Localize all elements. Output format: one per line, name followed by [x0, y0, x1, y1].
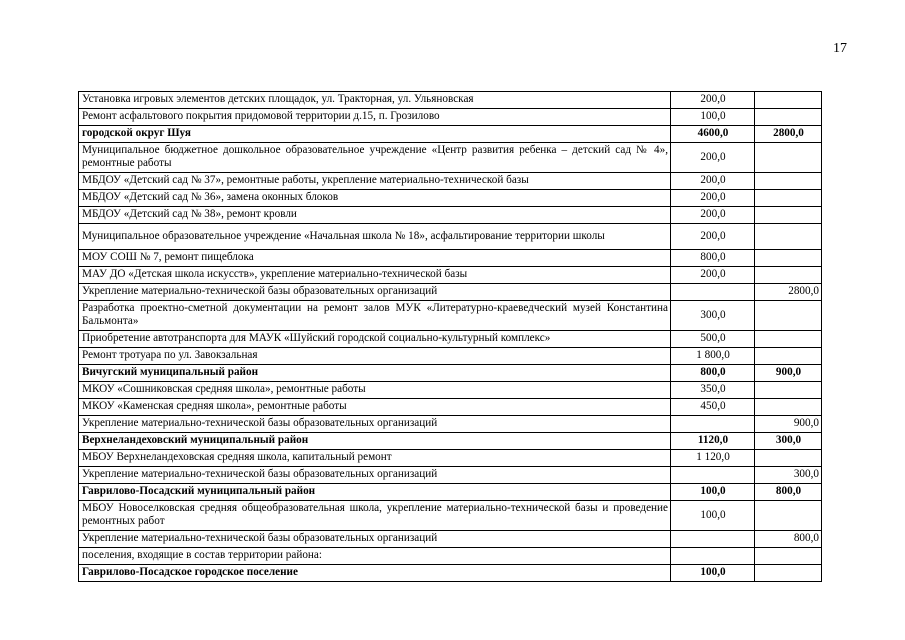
row-amount-2020: 2800,0 — [755, 284, 822, 301]
row-amount-2019: 1120,0 — [671, 433, 755, 450]
row-amount-2019 — [671, 467, 755, 484]
row-amount-2019 — [671, 284, 755, 301]
row-description: Ремонт тротуара по ул. Завокзальная — [79, 348, 671, 365]
table-row — [79, 250, 822, 267]
row-amount-2019: 1 120,0 — [671, 450, 755, 467]
row-description: Муниципальное бюджетное дошкольное образовательное учреждение «Центр развития ребенка – детский сад № 4», ремонтные работы — [79, 143, 671, 173]
row-amount-2020: 300,0 — [755, 467, 822, 484]
table-row — [79, 382, 822, 399]
row-amount-2020 — [755, 382, 822, 399]
row-amount-2019 — [671, 548, 755, 565]
table-row — [79, 224, 822, 250]
row-description: МБДОУ «Детский сад № 37», ремонтные работы, укрепление материально-технической базы — [79, 173, 671, 190]
row-amount-2020 — [755, 331, 822, 348]
row-description: Приобретение автотранспорта для МАУК «Шуйский городской социально-культурный комплекс» — [79, 331, 671, 348]
row-amount-2020: 900,0 — [755, 365, 822, 382]
table-row — [79, 143, 822, 173]
table-row — [79, 301, 822, 331]
row-amount-2020: 300,0 — [755, 433, 822, 450]
table-row — [79, 331, 822, 348]
row-amount-2020 — [755, 450, 822, 467]
row-amount-2019: 100,0 — [671, 484, 755, 501]
budget-table — [78, 91, 822, 582]
row-amount-2019: 100,0 — [671, 565, 755, 582]
row-description: МБДОУ «Детский сад № 36», замена оконных блоков — [79, 190, 671, 207]
row-amount-2020 — [755, 399, 822, 416]
row-amount-2020 — [755, 207, 822, 224]
row-description: Ремонт асфальтового покрытия придомовой территории д.15, п. Грозилово — [79, 109, 671, 126]
row-amount-2019: 100,0 — [671, 109, 755, 126]
row-description: городской округ Шуя — [79, 126, 671, 143]
table-row — [79, 548, 822, 565]
row-description: МБДОУ «Детский сад № 38», ремонт кровли — [79, 207, 671, 224]
table-row — [79, 173, 822, 190]
row-amount-2019: 4600,0 — [671, 126, 755, 143]
row-amount-2019: 200,0 — [671, 92, 755, 109]
row-amount-2020 — [755, 173, 822, 190]
page-number: 17 — [833, 41, 847, 56]
row-amount-2020: 900,0 — [755, 416, 822, 433]
row-amount-2019: 200,0 — [671, 267, 755, 284]
row-description: МБОУ Новоселковская средняя общеобразовательная школа, укрепление материально-технической базы и проведение ремонтных работ — [79, 501, 671, 531]
table-row — [79, 501, 822, 531]
row-amount-2020 — [755, 501, 822, 531]
row-description: Укрепление материально-технической базы образовательных организаций — [79, 467, 671, 484]
row-description: Укрепление материально-технической базы образовательных организаций — [79, 416, 671, 433]
row-amount-2020: 800,0 — [755, 531, 822, 548]
table-row-section — [79, 365, 822, 382]
row-amount-2019: 800,0 — [671, 250, 755, 267]
row-amount-2020 — [755, 301, 822, 331]
table-row — [79, 416, 822, 433]
table-row — [79, 348, 822, 365]
row-description: МБОУ Верхнеландеховская средняя школа, капитальный ремонт — [79, 450, 671, 467]
table-row-section — [79, 565, 822, 582]
table-row — [79, 92, 822, 109]
table-row-section — [79, 433, 822, 450]
row-description: Муниципальное образовательное учреждение «Начальная школа № 18», асфальтирование территории школы — [79, 224, 671, 250]
table-row — [79, 267, 822, 284]
row-amount-2019: 200,0 — [671, 190, 755, 207]
row-amount-2019: 200,0 — [671, 224, 755, 250]
table-row — [79, 399, 822, 416]
table-row — [79, 467, 822, 484]
table-row — [79, 531, 822, 548]
table-row — [79, 190, 822, 207]
table-row — [79, 284, 822, 301]
row-description: Разработка проектно-сметной документации на ремонт залов МУК «Литературно-краеведческий музей Константина Бальмонта» — [79, 301, 671, 331]
row-amount-2020 — [755, 250, 822, 267]
row-amount-2019: 200,0 — [671, 143, 755, 173]
row-description: Гаврилово-Посадское городское поселение — [79, 565, 671, 582]
row-description: поселения, входящие в состав территории района: — [79, 548, 671, 565]
row-description: Укрепление материально-технической базы образовательных организаций — [79, 284, 671, 301]
row-description: МКОУ «Каменская средняя школа», ремонтные работы — [79, 399, 671, 416]
row-description: Укрепление материально-технической базы образовательных организаций — [79, 531, 671, 548]
row-description: Вичугский муниципальный район — [79, 365, 671, 382]
row-amount-2019: 200,0 — [671, 173, 755, 190]
row-description: Верхнеландеховский муниципальный район — [79, 433, 671, 450]
table-row — [79, 207, 822, 224]
row-description: Гаврилово-Посадский муниципальный район — [79, 484, 671, 501]
row-amount-2020: 800,0 — [755, 484, 822, 501]
row-amount-2020: 2800,0 — [755, 126, 822, 143]
row-description: Установка игровых элементов детских площадок, ул. Тракторная, ул. Ульяновская — [79, 92, 671, 109]
row-amount-2019: 300,0 — [671, 301, 755, 331]
budget-table-body — [79, 92, 822, 582]
row-amount-2019: 800,0 — [671, 365, 755, 382]
row-amount-2019: 1 800,0 — [671, 348, 755, 365]
row-amount-2019: 200,0 — [671, 207, 755, 224]
row-amount-2020 — [755, 267, 822, 284]
row-description: МОУ СОШ № 7, ремонт пищеблока — [79, 250, 671, 267]
row-amount-2019: 450,0 — [671, 399, 755, 416]
row-amount-2020 — [755, 92, 822, 109]
row-description: МАУ ДО «Детская школа искусств», укрепление материально-технической базы — [79, 267, 671, 284]
row-description: МКОУ «Сошниковская средняя школа», ремонтные работы — [79, 382, 671, 399]
row-amount-2019: 100,0 — [671, 501, 755, 531]
row-amount-2020 — [755, 190, 822, 207]
table-row — [79, 109, 822, 126]
row-amount-2019 — [671, 416, 755, 433]
row-amount-2020 — [755, 348, 822, 365]
table-row — [79, 450, 822, 467]
row-amount-2020 — [755, 143, 822, 173]
row-amount-2020 — [755, 109, 822, 126]
row-amount-2020 — [755, 224, 822, 250]
row-amount-2019: 350,0 — [671, 382, 755, 399]
row-amount-2020 — [755, 548, 822, 565]
table-row-section — [79, 484, 822, 501]
row-amount-2019 — [671, 531, 755, 548]
row-amount-2019: 500,0 — [671, 331, 755, 348]
row-amount-2020 — [755, 565, 822, 582]
table-row-section — [79, 126, 822, 143]
